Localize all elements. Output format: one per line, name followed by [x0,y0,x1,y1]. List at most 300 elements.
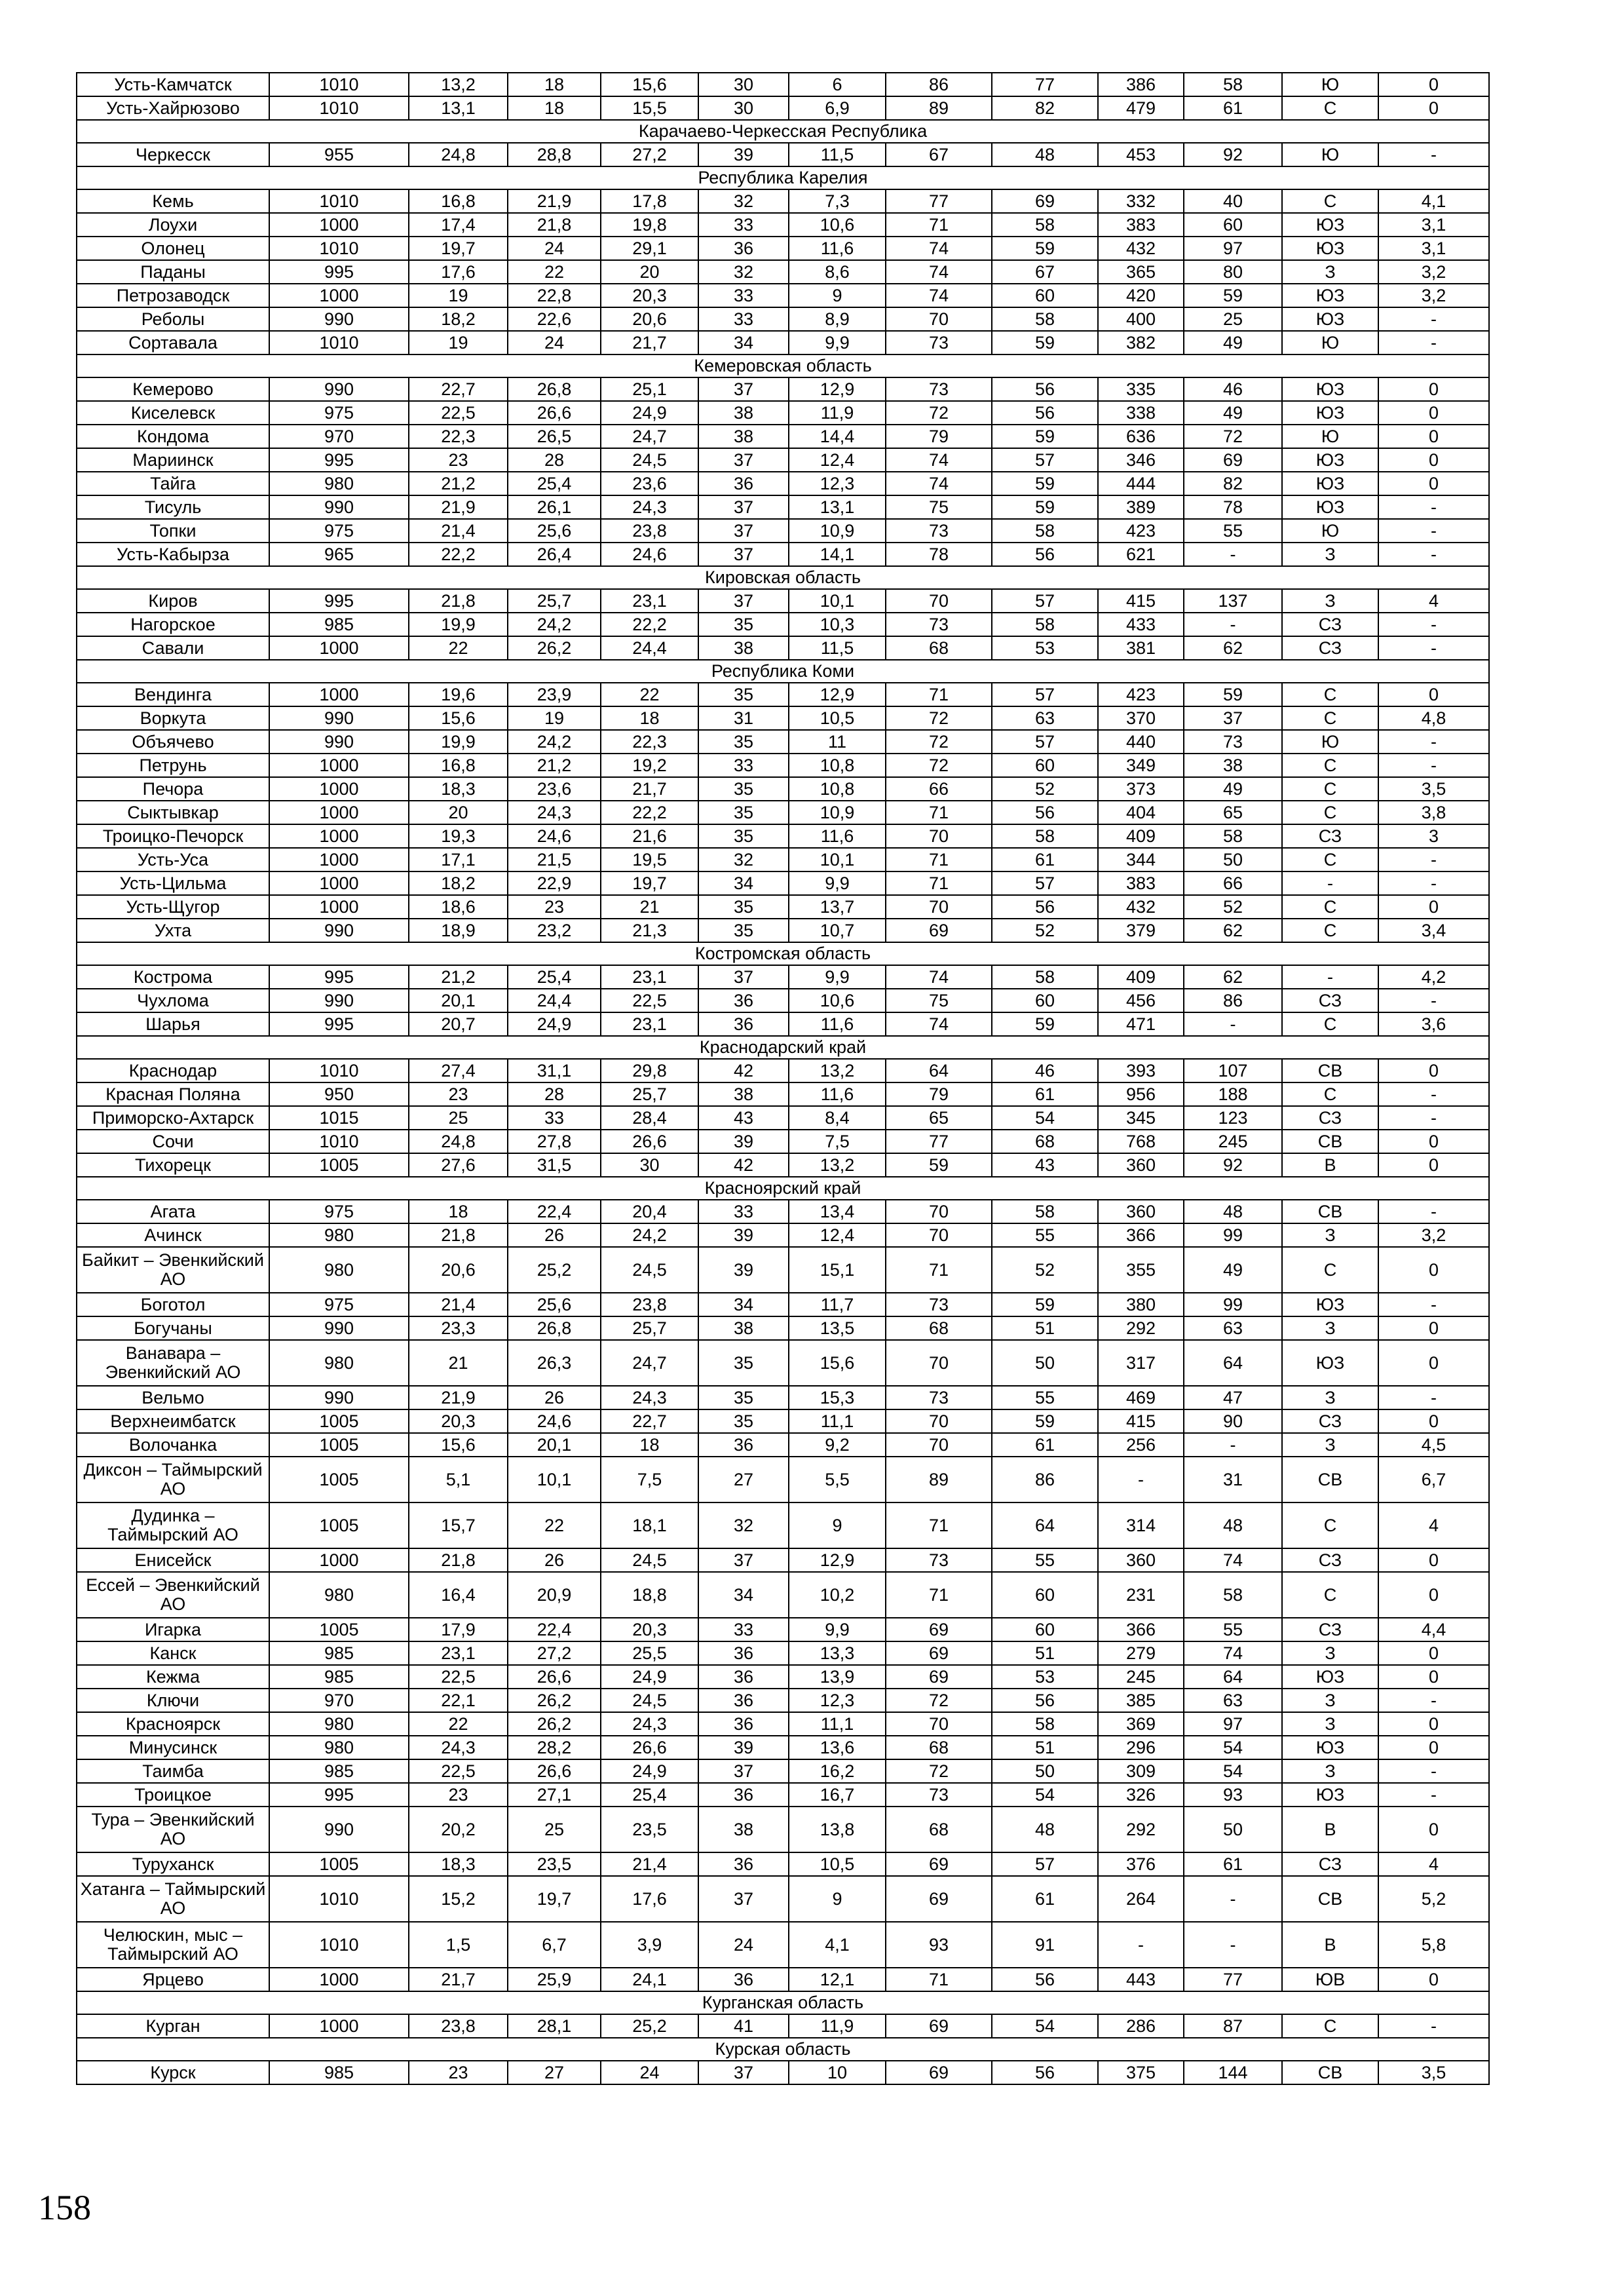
table-row [77,754,1489,777]
value-cell: 21,5 [508,848,601,871]
value-cell: 26 [508,1548,601,1572]
value-cell: 0 [1378,1572,1489,1618]
value-cell: 317 [1098,1340,1184,1386]
value-cell: 21,6 [601,824,698,848]
value-cell: 57 [992,1852,1098,1876]
table-row [77,636,1489,660]
region-header-row [77,1177,1489,1200]
value-cell: 18,3 [409,1852,508,1876]
value-cell: - [1378,143,1489,166]
value-cell: С [1282,706,1378,730]
value-cell: - [1378,1106,1489,1130]
value-cell: 9 [789,1876,886,1922]
value-cell: 25,2 [508,1247,601,1293]
value-cell: 37 [698,543,789,566]
station-name-cell: Усть-Кабырза [77,543,269,566]
station-name-cell: Краснодар [77,1059,269,1082]
value-cell: 35 [698,1340,789,1386]
table-row [77,1200,1489,1223]
value-cell: 25 [409,1106,508,1130]
value-cell: 10,1 [789,589,886,613]
value-cell: - [1378,730,1489,754]
value-cell: 471 [1098,1012,1184,1036]
table-row [77,425,1489,448]
value-cell: 21,7 [601,777,698,801]
value-cell: 11,9 [789,401,886,425]
table-row [77,284,1489,307]
station-name-cell: Киселевск [77,401,269,425]
value-cell: 22 [409,1712,508,1736]
table-row [77,1340,1489,1386]
value-cell: 21,2 [508,754,601,777]
value-cell: 70 [886,1223,992,1247]
value-cell: 77 [1184,1968,1282,1991]
value-cell: 10,9 [789,519,886,543]
value-cell: 16,8 [409,189,508,213]
value-cell: ЮЗ [1282,1340,1378,1386]
value-cell: 11,5 [789,636,886,660]
value-cell: 9 [789,1502,886,1548]
value-cell: 18 [508,96,601,120]
value-cell: 43 [992,1153,1098,1177]
value-cell: 22,7 [601,1409,698,1433]
station-name-cell: Шарья [77,1012,269,1036]
value-cell: 123 [1184,1106,1282,1130]
value-cell: 19,7 [601,871,698,895]
table-row [77,1223,1489,1247]
value-cell: 314 [1098,1502,1184,1548]
value-cell: 64 [1184,1665,1282,1689]
value-cell: З [1282,1641,1378,1665]
table-row [77,73,1489,96]
value-cell: 69 [886,1852,992,1876]
value-cell: З [1282,1433,1378,1457]
station-name-cell: Курган [77,2014,269,2038]
value-cell: 73 [886,1386,992,1409]
value-cell: 432 [1098,237,1184,260]
value-cell: 78 [1184,495,1282,519]
value-cell: - [1184,1876,1282,1922]
value-cell: 73 [886,1293,992,1316]
station-name-cell: Ярцево [77,1968,269,1991]
value-cell: 296 [1098,1736,1184,1759]
value-cell: 50 [992,1759,1098,1783]
station-name-cell: Ухта [77,919,269,942]
value-cell: 990 [269,1316,409,1340]
value-cell: 60 [1184,213,1282,237]
value-cell: 144 [1184,2061,1282,2084]
value-cell: - [1378,519,1489,543]
value-cell: 0 [1378,1340,1489,1386]
value-cell: 23,6 [601,472,698,495]
value-cell: 24 [508,237,601,260]
value-cell: 379 [1098,919,1184,942]
value-cell: 24,3 [508,801,601,824]
value-cell: 89 [886,96,992,120]
value-cell: 35 [698,777,789,801]
value-cell: 21,7 [409,1968,508,1991]
value-cell: 61 [992,1876,1098,1922]
value-cell: 24,6 [601,543,698,566]
value-cell: 48 [1184,1502,1282,1548]
value-cell: 59 [992,331,1098,354]
station-name-cell: Вельмо [77,1386,269,1409]
value-cell: 58 [992,307,1098,331]
value-cell: 19,3 [409,824,508,848]
value-cell: Ю [1282,331,1378,354]
value-cell: 69 [886,1876,992,1922]
value-cell: 22,6 [508,307,601,331]
value-cell: 24,7 [601,425,698,448]
value-cell: 22 [508,1502,601,1548]
value-cell: 11,5 [789,143,886,166]
table-row [77,401,1489,425]
value-cell: 60 [992,1572,1098,1618]
value-cell: 380 [1098,1293,1184,1316]
value-cell: 11,9 [789,2014,886,2038]
value-cell: 10,8 [789,754,886,777]
value-cell: 9,9 [789,1618,886,1641]
value-cell: 60 [992,754,1098,777]
value-cell: 366 [1098,1618,1184,1641]
value-cell: 264 [1098,1876,1184,1922]
value-cell: 71 [886,1247,992,1293]
value-cell: - [1378,1689,1489,1712]
table-row [77,1736,1489,1759]
value-cell: 15,6 [601,73,698,96]
value-cell: 27,1 [508,1783,601,1807]
value-cell: 21 [409,1340,508,1386]
value-cell: 985 [269,613,409,636]
table-row [77,613,1489,636]
value-cell: 71 [886,801,992,824]
value-cell: 344 [1098,848,1184,871]
value-cell: 10,1 [508,1457,601,1502]
value-cell: 1005 [269,1409,409,1433]
table-row [77,260,1489,284]
region-header: Костромская область [77,942,1489,965]
value-cell: 5,8 [1378,1922,1489,1968]
value-cell: 22,1 [409,1689,508,1712]
table-row [77,1433,1489,1457]
value-cell: 48 [992,1807,1098,1852]
value-cell: 3,2 [1378,284,1489,307]
value-cell: 23 [409,2061,508,2084]
value-cell: 24,3 [601,1712,698,1736]
value-cell: 21,4 [409,1293,508,1316]
table-row [77,777,1489,801]
value-cell: 366 [1098,1223,1184,1247]
value-cell: 309 [1098,1759,1184,1783]
value-cell: 92 [1184,1153,1282,1177]
value-cell: 22,2 [409,543,508,566]
value-cell: 50 [1184,1807,1282,1852]
value-cell: 58 [992,613,1098,636]
climate-table [76,72,1490,2085]
station-name-cell: Усть-Уса [77,848,269,871]
value-cell: 73 [886,519,992,543]
value-cell: 20,4 [601,1200,698,1223]
value-cell: 92 [1184,143,1282,166]
value-cell: 27,4 [409,1059,508,1082]
value-cell: 20 [601,260,698,284]
value-cell: 58 [992,213,1098,237]
value-cell: 68 [992,1130,1098,1153]
region-header-row [77,1036,1489,1059]
value-cell: 54 [1184,1759,1282,1783]
value-cell: 21,3 [601,919,698,942]
value-cell: - [1378,543,1489,566]
value-cell: 404 [1098,801,1184,824]
value-cell: 28 [508,448,601,472]
value-cell: 332 [1098,189,1184,213]
value-cell: 61 [992,1082,1098,1106]
value-cell: 24,5 [601,1247,698,1293]
value-cell: 25 [508,1807,601,1852]
table-row [77,1012,1489,1036]
value-cell: 1000 [269,213,409,237]
value-cell: 58 [992,1200,1098,1223]
value-cell: ЮЗ [1282,284,1378,307]
value-cell: 37 [698,589,789,613]
value-cell: 30 [698,73,789,96]
value-cell: 21,4 [601,1852,698,1876]
value-cell: 1000 [269,636,409,660]
value-cell: 338 [1098,401,1184,425]
station-name-cell: Сочи [77,1130,269,1153]
value-cell: 48 [992,143,1098,166]
station-name-cell: Нагорское [77,613,269,636]
value-cell: 1000 [269,801,409,824]
value-cell: 23,3 [409,1316,508,1340]
value-cell: 70 [886,589,992,613]
value-cell: 28,8 [508,143,601,166]
value-cell: 55 [992,1386,1098,1409]
value-cell: 1000 [269,683,409,706]
value-cell: 82 [992,96,1098,120]
value-cell: З [1282,589,1378,613]
table-row [77,1409,1489,1433]
region-header: Курганская область [77,1991,1489,2014]
value-cell: 26,6 [508,1759,601,1783]
value-cell: 0 [1378,96,1489,120]
value-cell: 6,9 [789,96,886,120]
station-name-cell: Ачинск [77,1223,269,1247]
value-cell: 469 [1098,1386,1184,1409]
station-name-cell: Киров [77,589,269,613]
value-cell: СЗ [1282,1548,1378,1572]
value-cell: 0 [1378,895,1489,919]
value-cell: 17,1 [409,848,508,871]
table-row [77,1548,1489,1572]
value-cell: 6 [789,73,886,96]
value-cell: 72 [886,1689,992,1712]
value-cell: 23 [508,895,601,919]
value-cell: 19,9 [409,730,508,754]
value-cell: 69 [886,1665,992,1689]
value-cell: 59 [992,425,1098,448]
value-cell: 950 [269,1082,409,1106]
value-cell: 990 [269,495,409,519]
value-cell: СЗ [1282,1852,1378,1876]
value-cell: 20,1 [409,989,508,1012]
table-row [77,871,1489,895]
value-cell: 55 [992,1223,1098,1247]
value-cell: 990 [269,377,409,401]
value-cell: 27,6 [409,1153,508,1177]
value-cell: 68 [886,1316,992,1340]
value-cell: 3,2 [1378,1223,1489,1247]
value-cell: 345 [1098,1106,1184,1130]
value-cell: 990 [269,307,409,331]
value-cell: 31 [1184,1457,1282,1502]
value-cell: 60 [992,989,1098,1012]
value-cell: ЮЗ [1282,448,1378,472]
value-cell: 64 [886,1059,992,1082]
value-cell: 326 [1098,1783,1184,1807]
value-cell: 26,2 [508,636,601,660]
station-name-cell: Тихорецк [77,1153,269,1177]
value-cell: 77 [886,189,992,213]
value-cell: 32 [698,848,789,871]
station-name-cell: Ключи [77,1689,269,1712]
value-cell: 26,3 [508,1340,601,1386]
value-cell: 22 [601,683,698,706]
value-cell: 71 [886,1968,992,1991]
value-cell: 16,2 [789,1759,886,1783]
value-cell: 35 [698,683,789,706]
value-cell: 57 [992,730,1098,754]
value-cell: 0 [1378,425,1489,448]
table-row [77,965,1489,989]
value-cell: 37 [698,448,789,472]
value-cell: 33 [698,754,789,777]
value-cell: 23,1 [409,1641,508,1665]
value-cell: 38 [698,1807,789,1852]
value-cell: - [1378,613,1489,636]
value-cell: 26,2 [508,1689,601,1712]
value-cell: 188 [1184,1082,1282,1106]
table-row [77,895,1489,919]
value-cell: 27,2 [601,143,698,166]
value-cell: 7,5 [789,1130,886,1153]
value-cell: 31 [698,706,789,730]
value-cell: 768 [1098,1130,1184,1153]
value-cell: 16,7 [789,1783,886,1807]
value-cell: 12,9 [789,683,886,706]
value-cell: 9,9 [789,871,886,895]
table-row [77,1082,1489,1106]
table-row [77,1106,1489,1130]
station-name-cell: Приморско-Ахтарск [77,1106,269,1130]
value-cell: 1000 [269,1968,409,1991]
value-cell: 1005 [269,1153,409,1177]
value-cell: 1015 [269,1106,409,1130]
value-cell: 89 [886,1457,992,1502]
value-cell: 11,6 [789,237,886,260]
value-cell: 22 [409,636,508,660]
value-cell: 975 [269,1200,409,1223]
value-cell: 70 [886,1409,992,1433]
value-cell: 36 [698,1641,789,1665]
value-cell: 443 [1098,1968,1184,1991]
value-cell: 75 [886,989,992,1012]
value-cell: 1010 [269,331,409,354]
value-cell: 20,2 [409,1807,508,1852]
value-cell: 4 [1378,1852,1489,1876]
value-cell: 25,1 [601,377,698,401]
value-cell: 23 [409,1783,508,1807]
value-cell: 79 [886,425,992,448]
station-name-cell: Петрунь [77,754,269,777]
value-cell: 71 [886,871,992,895]
value-cell: 4,4 [1378,1618,1489,1641]
value-cell: 24,4 [508,989,601,1012]
value-cell: 27 [508,2061,601,2084]
value-cell: 4,2 [1378,965,1489,989]
value-cell: 13,1 [409,96,508,120]
value-cell: 86 [992,1457,1098,1502]
value-cell: 11,6 [789,1082,886,1106]
value-cell: СЗ [1282,1409,1378,1433]
value-cell: 73 [886,1548,992,1572]
value-cell: 33 [698,213,789,237]
station-name-cell: Ессей – Эвенкийский АО [77,1572,269,1618]
value-cell: 0 [1378,377,1489,401]
value-cell: 985 [269,1665,409,1689]
value-cell: - [1378,989,1489,1012]
value-cell: 456 [1098,989,1184,1012]
value-cell: 33 [698,284,789,307]
value-cell: 18 [601,1433,698,1457]
region-header-row [77,566,1489,589]
station-name-cell: Боготол [77,1293,269,1316]
station-name-cell: Усть-Хайрюзово [77,96,269,120]
value-cell: 37 [698,1759,789,1783]
station-name-cell: Троицкое [77,1783,269,1807]
value-cell: 61 [992,1433,1098,1457]
value-cell: 8,4 [789,1106,886,1130]
value-cell: 25,5 [601,1641,698,1665]
value-cell: 48 [1184,1200,1282,1223]
value-cell: 1000 [269,848,409,871]
value-cell: С [1282,919,1378,942]
value-cell: 73 [886,613,992,636]
value-cell: 23,1 [601,965,698,989]
value-cell: 0 [1378,1153,1489,1177]
station-name-cell: Кемерово [77,377,269,401]
table-body [77,73,1489,2084]
station-name-cell: Мариинск [77,448,269,472]
value-cell: 36 [698,472,789,495]
value-cell: 66 [886,777,992,801]
value-cell: 980 [269,1223,409,1247]
table-row [77,1153,1489,1177]
value-cell: 38 [1184,754,1282,777]
value-cell: 420 [1098,284,1184,307]
value-cell: 24,2 [508,613,601,636]
value-cell: 71 [886,683,992,706]
value-cell: 69 [886,919,992,942]
value-cell: 1000 [269,1548,409,1572]
value-cell: 36 [698,1852,789,1876]
value-cell: 0 [1378,401,1489,425]
value-cell: 19 [409,284,508,307]
value-cell: 1010 [269,237,409,260]
value-cell: 9 [789,284,886,307]
value-cell: 980 [269,1712,409,1736]
value-cell: 11,6 [789,1012,886,1036]
